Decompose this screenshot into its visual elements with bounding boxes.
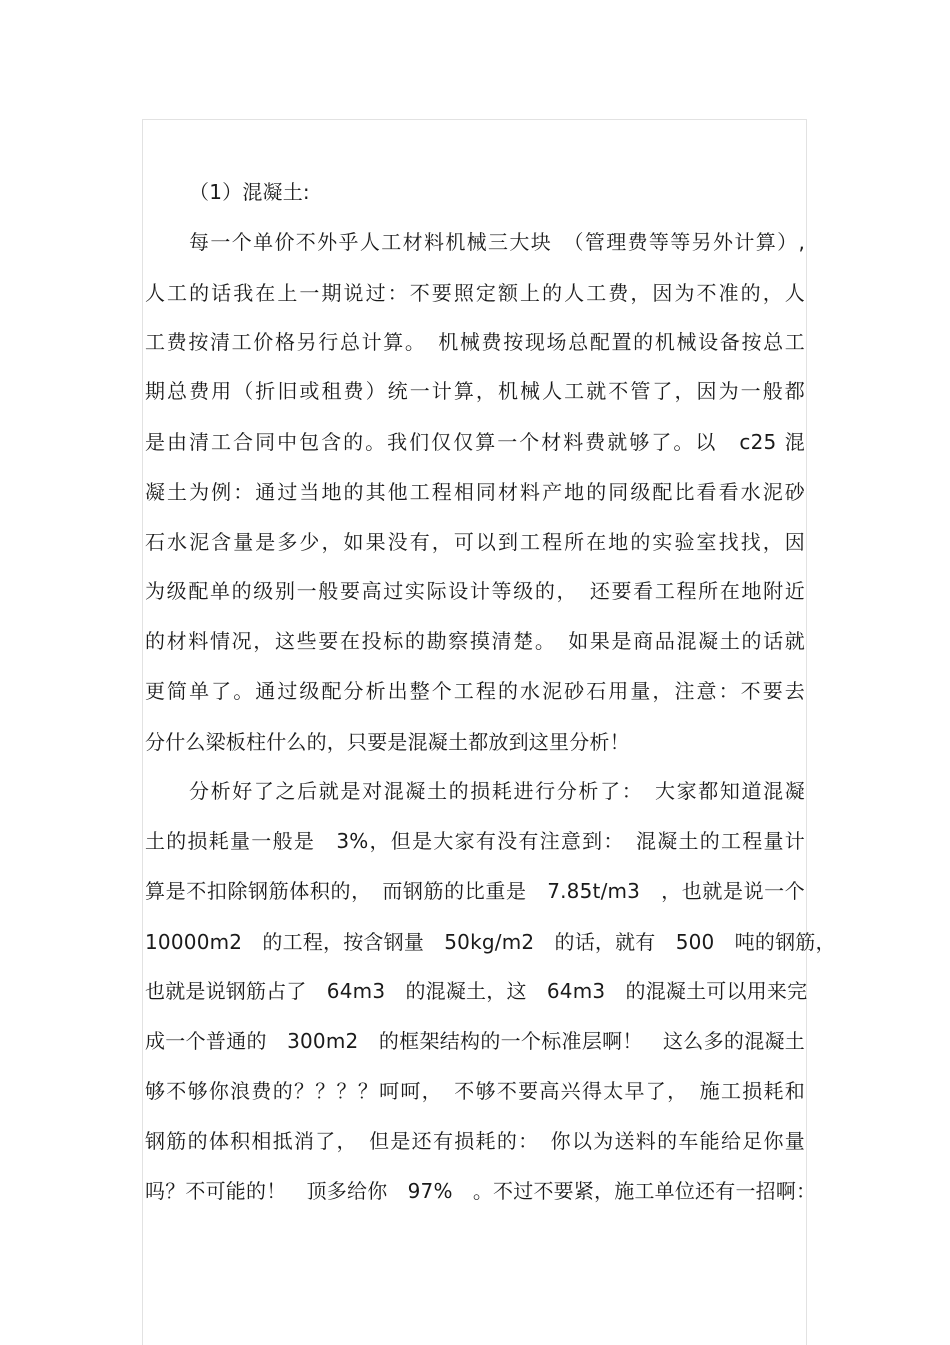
paragraph-line: 也就是说钢筋占了 64m3 的混凝土，这 64m3 的混凝土可以用来完 [145,979,808,1003]
paragraph-line: 凝土为例：通过当地的其他工程相同材料产地的同级配比看看水泥砂 [145,480,805,504]
paragraph-line: 的材料情况，这些要在投标的勘察摸清楚。 如果是商品混凝土的话就 [145,629,805,653]
paragraph-line: 吗？不可能的！ 顶多给你 97% 。不过不要紧，施工单位还有一招啊： [145,1179,817,1203]
section-heading: （1）混凝土: [189,180,310,204]
paragraph-line: 分析好了之后就是对混凝土的损耗进行分析了： 大家都知道混凝 [189,779,805,803]
paragraph-line: 分什么梁板柱什么的，只要是混凝土都放到这里分析！ [145,730,630,754]
paragraph-line: 为级配单的级别一般要高过实际设计等级的， 还要看工程所在地附近 [145,579,805,603]
paragraph-line: 每一个单价不外乎人工材料机械三大块 （管理费等等另外计算）, [189,230,805,254]
paragraph-line: 够不够你浪费的？？？？呵呵， 不够不要高兴得太早了， 施工损耗和 [145,1079,805,1103]
paragraph-line: 石水泥含量是多少，如果没有，可以到工程所在地的实验室找找，因 [145,530,805,554]
paragraph-line: 土的损耗量一般是 3%，但是大家有没有注意到： 混凝土的工程量计 [145,829,805,853]
paragraph-line: 更简单了。通过级配分析出整个工程的水泥砂石用量，注意：不要去 [145,679,805,703]
paragraph-line: 期总费用（折旧或租费）统一计算，机械人工就不管了，因为一般都 [145,379,805,403]
paragraph-line: 10000m2 的工程，按含钢量 50kg/m2 的话，就有 500 吨的钢筋， [145,930,836,954]
paragraph-line: 成一个普通的 300m2 的框架结构的一个标准层啊！ 这么多的混凝土 [145,1029,805,1053]
paragraph-line: 钢筋的体积相抵消了， 但是还有损耗的： 你以为送料的车能给足你量 [145,1129,805,1153]
paragraph-line: 是由清工合同中包含的。我们仅仅算一个材料费就够了。以 c25 混 [145,430,805,454]
paragraph-line: 人工的话我在上一期说过：不要照定额上的人工费，因为不准的，人 [145,281,805,305]
paragraph-line: 算是不扣除钢筋体积的， 而钢筋的比重是 7.85t/m3 ，也就是说一个 [145,879,805,903]
paragraph-line: 工费按清工价格另行总计算。 机械费按现场总配置的机械设备按总工 [145,330,805,354]
